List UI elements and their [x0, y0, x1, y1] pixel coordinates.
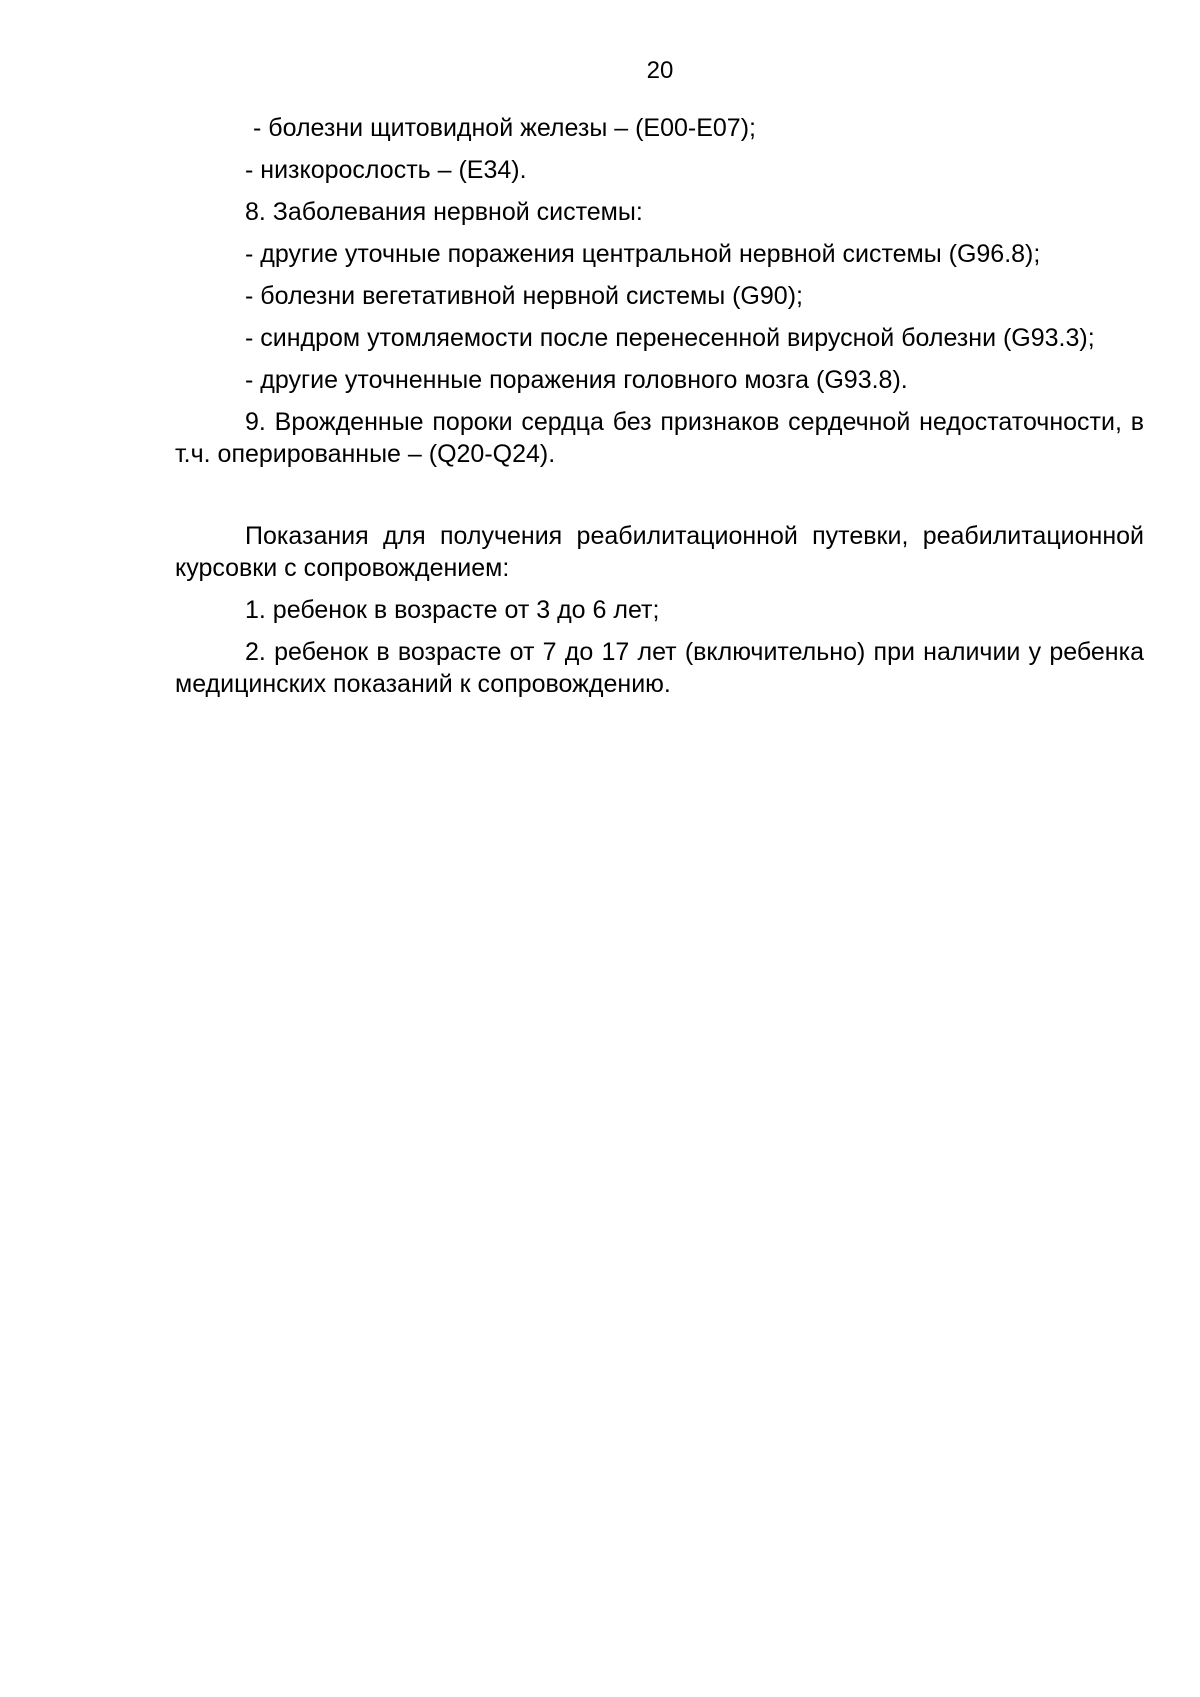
list-item-thyroid: - болезни щитовидной железы – (E00-E07); [253, 114, 756, 142]
section-heading-heart-defects: 9. Врожденные пороки сердца без признаков сердечной недостаточности, в т.ч. оперированные – (Q20-Q24). [175, 408, 1144, 468]
indication-item-1: 1. ребенок в возрасте от 3 до 6 лет; [245, 596, 660, 624]
list-item-short-stature: - низкорослость – (E34). [245, 156, 527, 184]
page-number: 20 [646, 57, 674, 84]
indications-intro: Показания для получения реабилитационной путевки, реабилитационной курсовки с сопровождением: [175, 522, 1144, 582]
section-heading-nervous-system: 8. Заболевания нервной системы: [245, 198, 643, 226]
indication-item-2: 2. ребенок в возрасте от 7 до 17 лет (включительно) при наличии у ребенка медицинских показаний к сопровождению. [175, 638, 1144, 698]
page-content [175, 112, 1144, 700]
list-item-brain: - другие уточненные поражения головного мозга (G93.8). [245, 366, 908, 394]
list-item-cns: - другие уточные поражения центральной нервной системы (G96.8); [245, 240, 1041, 268]
list-item-autonomic: - болезни вегетативной нервной системы (G90); [245, 282, 803, 310]
list-item-fatigue-syndrome: - синдром утомляемости после перенесенной вирусной болезни (G93.3); [245, 324, 1095, 352]
